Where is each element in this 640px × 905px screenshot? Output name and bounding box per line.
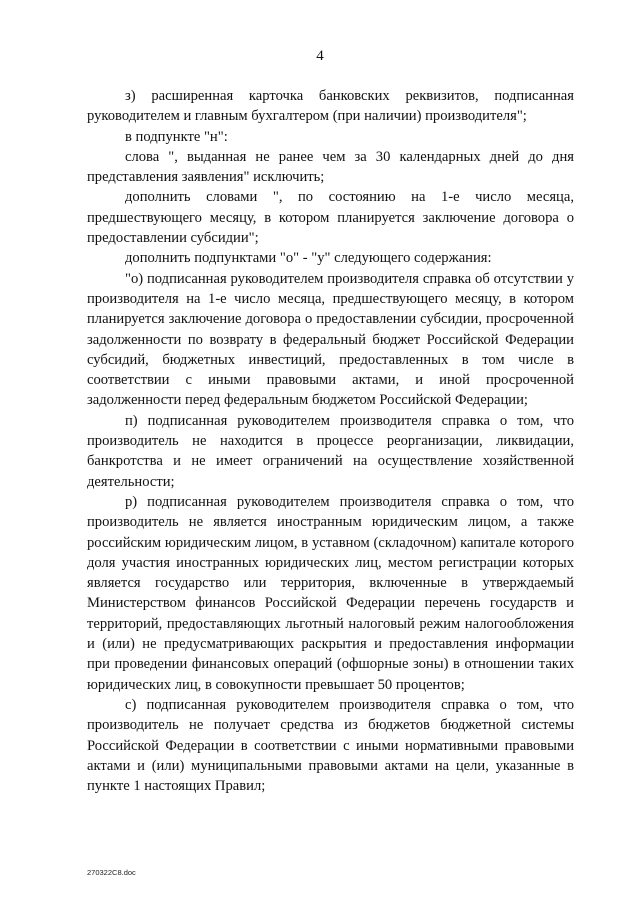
paragraph: р) подписанная руководителем производителя справка о том, что производитель не является иностранным юридическим лицом, а также российским юридическим лицом, в уставном (складочном) капитале которого доля участия иностранных юридических лиц, местом регистрации которых является государство или территория, включенные в утверждаемый Министерством финансов Российской Федерации перечень государств и территорий, предоставляющих льготный налоговый режим налогообложения и (или) не предусматривающих раскрытия и предоставления информации при проведении финансовых операций (офшорные зоны) в отношении таких юридических лиц, в совокупности превышает 50 процентов; — [87, 493, 574, 693]
paragraph: в подпункте "н": — [125, 128, 228, 145]
paragraph: з) расширенная карточка банковских реквизитов, подписанная руководителем и главным бухгалтером (при наличии) производителя"; — [87, 88, 574, 125]
paragraph: "о) подписанная руководителем производителя справка об отсутствии у производителя на 1-е число месяца, предшествующего месяцу, в котором планируется заключение договора о предоставлении субсидии, просроченной задолженности по возврату в федеральный бюджет Российской Федерации субсидий, бюджетных инвестиций, предоставленных в том числе в соответствии с иными правовыми актами, и иной просроченной задолженности перед федеральным бюджетом Российской Федерации; — [87, 270, 574, 409]
paragraph: дополнить подпунктами "о" - "у" следующего содержания: — [125, 250, 492, 267]
file-name-footer: 270322C8.doc — [87, 868, 136, 877]
paragraph: с) подписанная руководителем производителя справка о том, что производитель не получает средства из бюджетов бюджетной системы Российской Федерации в соответствии с иными нормативными правовыми актами и (или) муниципальными правовыми актами на цели, указанные в пункте 1 настоящих Правил; — [87, 696, 574, 795]
paragraph: слова ", выданная не ранее чем за 30 календарных дней до дня представления заявления" исключить; — [87, 148, 574, 186]
paragraph: дополнить словами ", по состоянию на 1-е число месяца, предшествующего месяцу, в котором планируется заключение договора о предоставлении субсидии"; — [87, 189, 574, 247]
paragraph: п) подписанная руководителем производителя справка о том, что производитель не находится в процессе реорганизации, ликвидации, банкротства и не имеет ограничений на осуществление хозяйственной деятельности; — [87, 412, 574, 490]
document-body — [87, 86, 574, 796]
page-number: 4 — [316, 48, 324, 64]
